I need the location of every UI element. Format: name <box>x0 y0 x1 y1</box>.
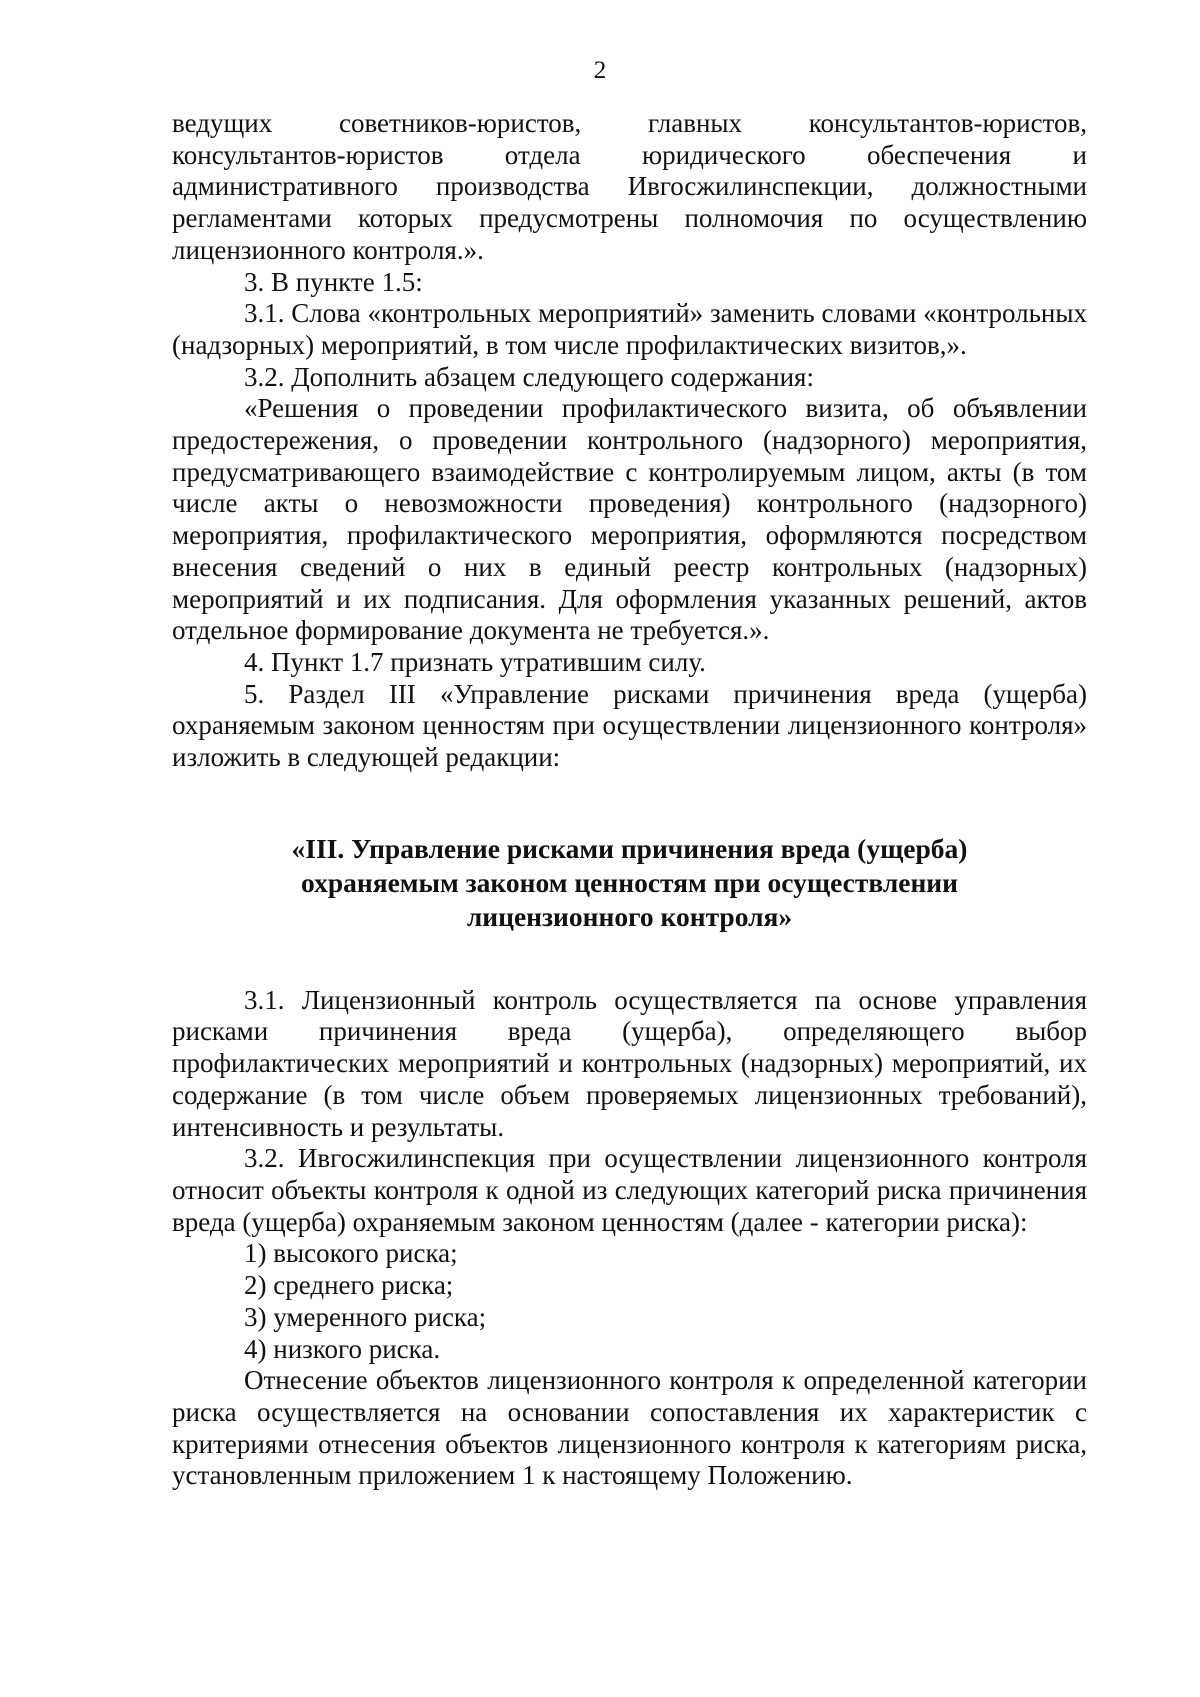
page-number: 2 <box>593 57 607 84</box>
paragraph: 5. Раздел III «Управление рисками причинения вреда (ущерба) охраняемым законом ценностям при осуществлении лицензионного контроля» изложить в следующей редакции: <box>172 678 1087 773</box>
paragraph: 4. Пункт 1.7 признать утратившим силу. <box>244 646 706 677</box>
section-heading-line: охраняемым законом ценностям при осуществлении <box>301 866 958 898</box>
paragraph: 3.1. Слова «контрольных мероприятий» заменить словами «контрольных (надзорных) мероприятий, в том числе профилактических визитов,». <box>172 298 1087 360</box>
paragraphs-before-heading <box>172 108 1087 774</box>
paragraphs-after-heading <box>172 985 1087 1492</box>
paragraph: 3) умеренного риска; <box>244 1301 487 1332</box>
document-body <box>172 108 1087 1492</box>
paragraph: Отнесение объектов лицензионного контроля к определенной категории риска осуществляется на основании сопоставления их характеристик с критериями отнесения объектов лицензионного контроля к категориям риска, установленным приложением 1 к настоящему Положению. <box>172 1365 1087 1491</box>
paragraph: 4) низкого риска. <box>244 1333 441 1364</box>
section-heading-line: лицензионного контроля» <box>466 900 793 932</box>
paragraph: 3. В пункте 1.5: <box>244 266 423 297</box>
paragraph: 3.2. Дополнить абзацем следующего содержания: <box>244 361 814 392</box>
section-heading-line: «III. Управление рисками причинения вреда (ущерба) <box>291 832 968 864</box>
paragraph: 2) среднего риска; <box>244 1270 454 1301</box>
paragraph: 1) высокого риска; <box>244 1238 458 1269</box>
paragraph: 3.2. Ивгосжилинспекция при осуществлении лицензионного контроля относит объекты контроля к одной из следующих категорий риска причинения вреда (ущерба) охраняемым законом ценностям (далее - категории риска): <box>172 1143 1087 1237</box>
paragraph: 3.1. Лицензионный контроль осуществляется па основе управления рисками причинения вреда (ущерба), определяющего выбор профилактических мероприятий и контрольных (надзорных) мероприятий, их содержание (в том числе объем проверяемых лицензионных требований), интенсивность и результаты. <box>172 984 1087 1142</box>
paragraph: «Решения о проведении профилактического визита, об объявлении предостережения, о проведении контрольного (надзорного) мероприятия, предусматривающего взаимодействие с контролируемым лицом, акты (в том числе акты о невозможности проведения) контрольного (надзорного) мероприятия, профилактического мероприятия, оформляются посредством внесения сведений о них в единый реестр контрольных (надзорных) мероприятий и их подписания. Для оформления указанных решений, актов отдельное формирование документа не требуется.». <box>172 393 1087 646</box>
section-heading <box>172 832 1087 934</box>
paragraph: ведущих советников-юристов, главных консультантов-юристов, консультантов-юристов отдела юридического обеспечения и административного производства Ивгосжилинспекции, должностными регламентами которых предусмотрены полномочия по осуществлению лицензионного контроля.». <box>172 108 1087 265</box>
